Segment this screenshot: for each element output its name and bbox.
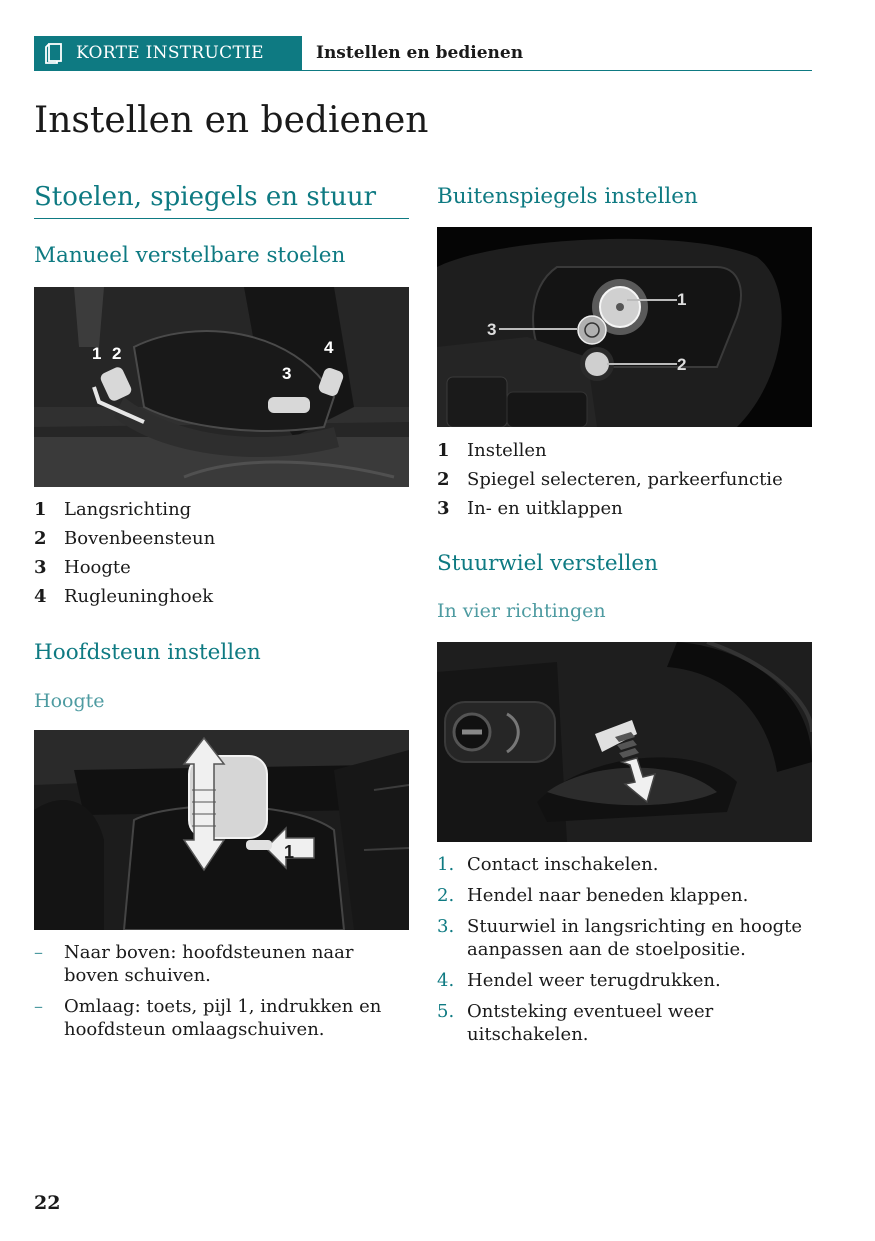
page-number: 22 bbox=[34, 1192, 61, 1214]
mirrors-heading: Buitenspiegels instellen bbox=[437, 184, 698, 209]
list-item: 3 In- en uitklappen bbox=[437, 498, 623, 519]
seat-callout-1: 1 bbox=[92, 344, 102, 363]
page-title: Instellen en bedienen bbox=[34, 100, 429, 141]
section-label: Instellen en bedienen bbox=[316, 43, 524, 63]
list-item: 2. Hendel naar beneden klappen. bbox=[437, 885, 749, 906]
headrest-heading: Hoofdsteun instellen bbox=[34, 640, 261, 665]
steering-steps bbox=[437, 853, 812, 1054]
steering-lever-image bbox=[437, 642, 812, 842]
mirror-callout-3: 3 bbox=[487, 320, 497, 339]
list-item: 2 Spiegel selecteren, parkeerfunctie bbox=[437, 469, 783, 490]
headrest-instructions bbox=[34, 941, 409, 1049]
seat-callout-3: 3 bbox=[282, 364, 292, 383]
steering-heading: Stuurwiel verstellen bbox=[437, 551, 658, 576]
list-item: 4 Rugleuninghoek bbox=[34, 586, 214, 607]
headrest-image bbox=[34, 730, 409, 930]
seat-callout-4: 4 bbox=[324, 338, 334, 357]
chapter-tab bbox=[34, 36, 302, 70]
list-item: 3 Hoogte bbox=[34, 557, 131, 578]
mirror-controls-image bbox=[437, 227, 812, 427]
seat-controls-image bbox=[34, 287, 409, 487]
list-item: 4. Hendel weer terugdrukken. bbox=[437, 970, 721, 991]
mirror-callout-1: 1 bbox=[677, 290, 687, 309]
section-title: Stoelen, spiegels en stuur bbox=[34, 182, 409, 219]
seats-heading: Manueel verstelbare stoelen bbox=[34, 243, 346, 268]
list-item: 1. Contact inschakelen. bbox=[437, 854, 659, 875]
list-item: 2 Bovenbeensteun bbox=[34, 528, 216, 549]
headrest-callout-1: 1 bbox=[284, 842, 295, 862]
list-item: 1 Langsrichting bbox=[34, 499, 192, 520]
chapter-label: KORTE INSTRUCTIE bbox=[76, 43, 264, 63]
list-item: – Naar boven: hoofdsteunen naar boven schuiven. bbox=[34, 942, 354, 986]
book-icon bbox=[44, 42, 64, 64]
steering-subheading: In vier richtingen bbox=[437, 600, 606, 622]
headrest-subheading: Hoogte bbox=[34, 690, 105, 712]
list-item: 1 Instellen bbox=[437, 440, 547, 461]
running-header bbox=[34, 36, 812, 71]
seat-callout-2: 2 bbox=[112, 344, 122, 363]
list-item: 5. Ontsteking eventueel weer uitschakelen. bbox=[437, 1001, 714, 1045]
list-item: 3. Stuurwiel in langsrichting en hoogte aanpassen aan de stoelpositie. bbox=[437, 916, 803, 960]
list-item: – Omlaag: toets, pijl 1, indrukken en hoofdsteun omlaagschuiven. bbox=[34, 996, 382, 1040]
mirror-callout-2: 2 bbox=[677, 355, 687, 374]
seat-legend bbox=[34, 495, 409, 611]
mirror-legend bbox=[437, 436, 812, 523]
